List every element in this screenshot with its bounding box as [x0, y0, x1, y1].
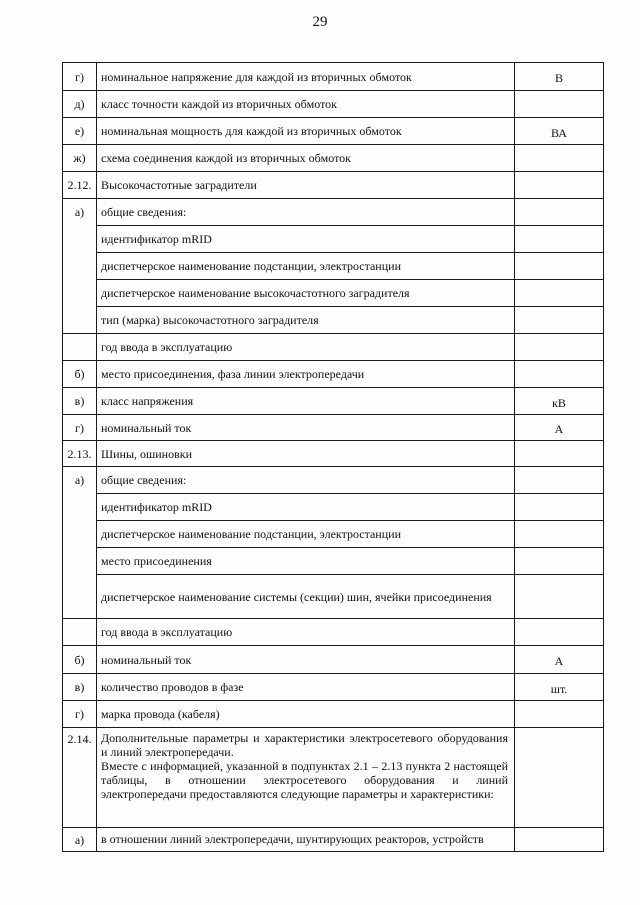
row-text: место присоединения, фаза линии электропередачи — [97, 361, 515, 388]
table-row — [63, 548, 604, 575]
table-row — [63, 828, 604, 852]
row-unit — [515, 253, 604, 280]
row-unit — [515, 548, 604, 575]
row-unit — [515, 361, 604, 388]
row-number — [63, 521, 97, 548]
row-number: а) — [63, 467, 97, 494]
table-row — [63, 91, 604, 118]
row-number — [63, 334, 97, 361]
table-row — [63, 494, 604, 521]
row-number: в) — [63, 388, 97, 415]
table-row — [63, 701, 604, 728]
row-unit — [515, 467, 604, 494]
row-text: идентификатор mRID — [97, 494, 515, 521]
section-paragraph: Дополнительные параметры и характеристики электросетевого оборудования и линий электропередачи. — [101, 731, 508, 759]
row-unit — [515, 199, 604, 226]
row-number — [63, 253, 97, 280]
table-row — [63, 172, 604, 199]
spec-table — [62, 62, 604, 852]
row-unit — [515, 701, 604, 728]
section-text — [97, 728, 515, 828]
table-row — [63, 575, 604, 619]
row-unit: ВА — [515, 118, 604, 145]
row-number — [63, 280, 97, 307]
table-row — [63, 361, 604, 388]
table-row — [63, 199, 604, 226]
row-unit — [515, 172, 604, 199]
row-unit — [515, 145, 604, 172]
row-number: б) — [63, 361, 97, 388]
section-number: 2.13. — [63, 441, 97, 467]
table-row — [63, 63, 604, 91]
table-row — [63, 441, 604, 467]
row-text: год ввода в эксплуатацию — [97, 334, 515, 361]
table-row — [63, 415, 604, 441]
row-text: номинальный ток — [97, 415, 515, 441]
table-row — [63, 118, 604, 145]
row-unit — [515, 619, 604, 646]
table-row — [63, 226, 604, 253]
row-text: диспетчерское наименование высокочастотного заградителя — [97, 280, 515, 307]
row-text: класс точности каждой из вторичных обмоток — [97, 91, 515, 118]
section-number: 2.14. — [63, 728, 97, 828]
row-unit — [515, 334, 604, 361]
row-number: ж) — [63, 145, 97, 172]
row-text: место присоединения — [97, 548, 515, 575]
row-unit — [515, 575, 604, 619]
section-title: Шины, ошиновки — [97, 441, 515, 467]
row-number: в) — [63, 674, 97, 701]
row-number: а) — [63, 828, 97, 852]
row-unit: В — [515, 63, 604, 91]
row-number: д) — [63, 91, 97, 118]
row-text: общие сведения: — [97, 199, 515, 226]
section-title: Высокочастотные заградители — [97, 172, 515, 199]
row-unit — [515, 441, 604, 467]
row-text: диспетчерское наименование подстанции, электростанции — [97, 521, 515, 548]
table-row — [63, 280, 604, 307]
row-unit — [515, 307, 604, 334]
table-row — [63, 646, 604, 674]
row-unit: А — [515, 415, 604, 441]
row-text: количество проводов в фазе — [97, 674, 515, 701]
row-unit: шт. — [515, 674, 604, 701]
section-paragraph: Вместе с информацией, указанной в подпунктах 2.1 – 2.13 пункта 2 настоящей таблицы, в отношении электросетевого оборудования и линий электропередачи предоставляются следующие параметры и характеристики: — [101, 759, 508, 801]
table-row — [63, 253, 604, 280]
row-text: номинальная мощность для каждой из вторичных обмоток — [97, 118, 515, 145]
row-number: б) — [63, 646, 97, 674]
row-unit — [515, 280, 604, 307]
section-number: 2.12. — [63, 172, 97, 199]
row-number — [63, 575, 97, 619]
page-number: 29 — [312, 14, 328, 30]
row-text: марка провода (кабеля) — [97, 701, 515, 728]
row-text: диспетчерское наименование системы (секции) шин, ячейки присоединения — [97, 575, 515, 619]
row-number: г) — [63, 701, 97, 728]
row-number: а) — [63, 199, 97, 226]
row-unit — [515, 226, 604, 253]
row-text: номинальное напряжение для каждой из вторичных обмоток — [97, 63, 515, 91]
row-unit — [515, 521, 604, 548]
row-text: общие сведения: — [97, 467, 515, 494]
row-number — [63, 307, 97, 334]
table-row — [63, 728, 604, 828]
table-row — [63, 674, 604, 701]
row-text: в отношении линий электропередачи, шунтирующих реакторов, устройств — [97, 828, 515, 852]
row-unit — [515, 828, 604, 852]
row-unit — [515, 728, 604, 828]
row-number: г) — [63, 63, 97, 91]
row-unit: А — [515, 646, 604, 674]
table-row — [63, 388, 604, 415]
row-number: г) — [63, 415, 97, 441]
row-number — [63, 619, 97, 646]
row-unit — [515, 91, 604, 118]
table-row — [63, 619, 604, 646]
row-text: номинальный ток — [97, 646, 515, 674]
row-text: тип (марка) высокочастотного заградителя — [97, 307, 515, 334]
row-number — [63, 494, 97, 521]
table-row — [63, 467, 604, 494]
table-row — [63, 334, 604, 361]
table-row — [63, 307, 604, 334]
table-row — [63, 521, 604, 548]
table-row — [63, 145, 604, 172]
row-unit — [515, 494, 604, 521]
row-unit: кВ — [515, 388, 604, 415]
row-text: схема соединения каждой из вторичных обмоток — [97, 145, 515, 172]
row-text: идентификатор mRID — [97, 226, 515, 253]
row-text: класс напряжения — [97, 388, 515, 415]
row-number: е) — [63, 118, 97, 145]
row-text: диспетчерское наименование подстанции, электростанции — [97, 253, 515, 280]
row-number — [63, 226, 97, 253]
row-text: год ввода в эксплуатацию — [97, 619, 515, 646]
row-number — [63, 548, 97, 575]
